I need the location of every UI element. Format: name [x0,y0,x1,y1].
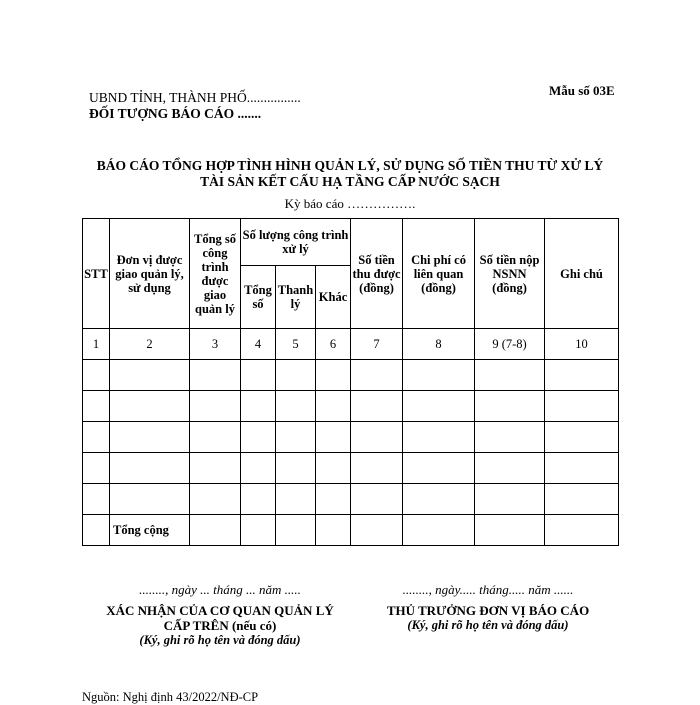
form-number: Mẫu số 03E [549,83,615,98]
report-title-line1: BÁO CÁO TỔNG HỢP TÌNH HÌNH QUẢN LÝ, SỬ DỤNG SỐ TIỀN THU TỪ XỬ LÝ [96,158,604,173]
header-processed-other: Khác [316,266,351,329]
column-number: 2 [110,329,190,360]
header-processed-group: Số lượng công trình xử lý [241,219,351,266]
total-label: Tổng cộng [110,515,190,546]
header-stt: STT [83,219,110,329]
report-title-line2: TÀI SẢN KẾT CẤU HẠ TẦNG CẤP NƯỚC SẠCH [200,174,500,189]
right-signature-note: (Ký, ghi rõ họ tên và đóng dấu) [407,618,569,632]
column-number: 10 [545,329,619,360]
header-collected: Số tiền thu được (đồng) [351,219,403,329]
column-number: 6 [316,329,351,360]
header-processed-liquidated: Thanh lý [276,266,316,329]
column-number: 8 [403,329,475,360]
reporting-period: Kỳ báo cáo ……………. [284,196,416,211]
left-signature-title-line1: XÁC NHẬN CỦA CƠ QUAN QUẢN LÝ [106,603,334,618]
header-total-works: Tổng số công trình được giao quản lý [190,219,241,329]
left-signature-block [82,603,358,648]
right-signature-date: ........, ngày..... tháng..... năm ...... [402,582,574,597]
source-note: Nguồn: Nghị định 43/2022/NĐ-CP [82,690,259,704]
column-number-row [83,329,619,360]
reporting-entity-line: ĐỐI TƯỢNG BÁO CÁO ....... [89,106,262,121]
column-number: 9 (7-8) [475,329,545,360]
right-signature-title: THỦ TRƯỞNG ĐƠN VỊ BÁO CÁO [386,603,590,618]
header-paid-budget: Số tiền nộp NSNN (đồng) [475,219,545,329]
header-costs: Chi phí có liên quan (đồng) [403,219,475,329]
column-number: 4 [241,329,276,360]
report-table [82,218,619,546]
left-signature-date: ........, ngày ... tháng ... năm ..... [139,582,301,597]
column-number: 1 [83,329,110,360]
organization-line: UBND TỈNH, THÀNH PHỐ................ [89,90,301,105]
left-signature-title-line2: CẤP TRÊN (nếu có) [163,618,277,633]
header-processed-total: Tổng số [241,266,276,329]
total-row [83,515,619,546]
header-unit: Đơn vị được giao quản lý, sử dụng [110,219,190,329]
table-row [83,360,619,391]
table-row [83,391,619,422]
left-signature-note: (Ký, ghi rõ họ tên và đóng dấu) [139,633,301,647]
column-number: 3 [190,329,241,360]
right-signature-block [360,603,616,633]
column-number: 5 [276,329,316,360]
header-notes: Ghi chú [545,219,619,329]
table-row [83,453,619,484]
table-row [83,484,619,515]
column-number: 7 [351,329,403,360]
table-row [83,422,619,453]
